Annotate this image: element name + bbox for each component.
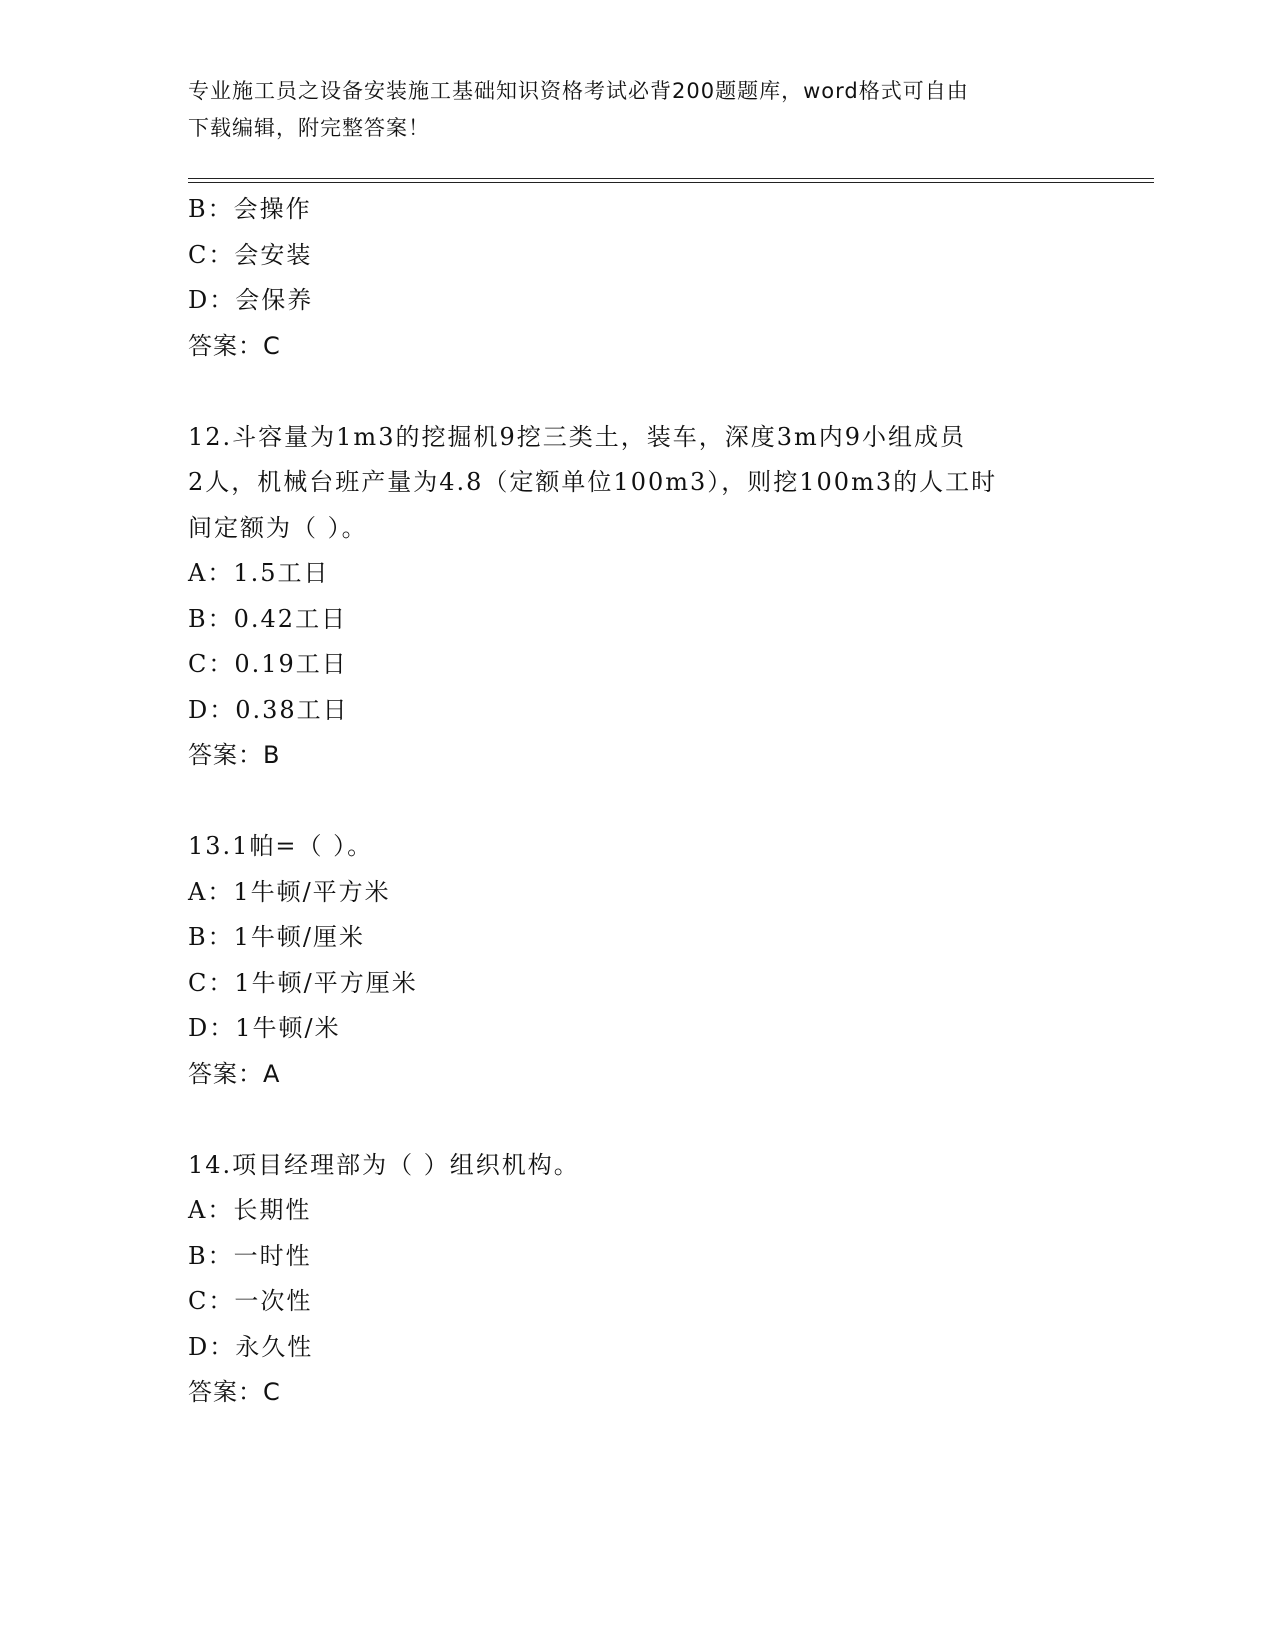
spacer (188, 779, 1088, 825)
spacer (188, 1097, 1088, 1143)
header-line-1: 专业施工员之设备安装施工基础知识资格考试必背200题题库，word格式可自由 (188, 79, 969, 103)
option-d: D：会保养 (188, 286, 314, 314)
option-b: B：会操作 (188, 195, 312, 223)
header-line-2: 下载编辑，附完整答案！ (188, 116, 430, 140)
option-b: B：一时性 (188, 1241, 312, 1270)
question-block-14 (188, 1143, 1088, 1416)
question-block-12 (188, 415, 1088, 779)
answer-line: 答案：C (188, 331, 281, 360)
document-header (188, 73, 1068, 147)
option-d: D：永久性 (188, 1332, 314, 1361)
option-b: B：1牛顿/厘米 (188, 923, 365, 951)
option-a: A：长期性 (188, 1196, 312, 1224)
option-c: C：0.19工日 (188, 650, 348, 678)
option-a: A：1牛顿/平方米 (188, 877, 391, 906)
option-a: A：1.5工日 (188, 559, 330, 587)
question-text-line: 间定额为（ ）。 (188, 513, 368, 542)
question-block-prev (188, 187, 1088, 369)
answer-line: 答案：A (188, 1059, 281, 1088)
option-b: B：0.42工日 (188, 604, 348, 633)
question-text-line: 12.斗容量为1m3的挖掘机9挖三类土，装车，深度3m内9小组成员 (188, 422, 967, 451)
question-text-line: 2人，机械台班产量为4.8（定额单位100m3），则挖100m3的人工时 (188, 468, 998, 496)
answer-line: 答案：C (188, 1378, 281, 1406)
option-c: C：1牛顿/平方厘米 (188, 968, 418, 997)
answer-line: 答案：B (188, 741, 281, 769)
question-text-line: 13.1帕=（ ）。 (188, 832, 374, 860)
option-d: D：1牛顿/米 (188, 1014, 341, 1042)
option-d: D：0.38工日 (188, 695, 349, 724)
option-c: C：会安装 (188, 240, 313, 269)
question-list (188, 187, 1088, 1416)
header-divider (188, 178, 1154, 183)
question-block-13 (188, 824, 1088, 1097)
option-c: C：一次性 (188, 1287, 313, 1315)
spacer (188, 369, 1088, 415)
question-text-line: 14.项目经理部为（ ）组织机构。 (188, 1150, 580, 1179)
